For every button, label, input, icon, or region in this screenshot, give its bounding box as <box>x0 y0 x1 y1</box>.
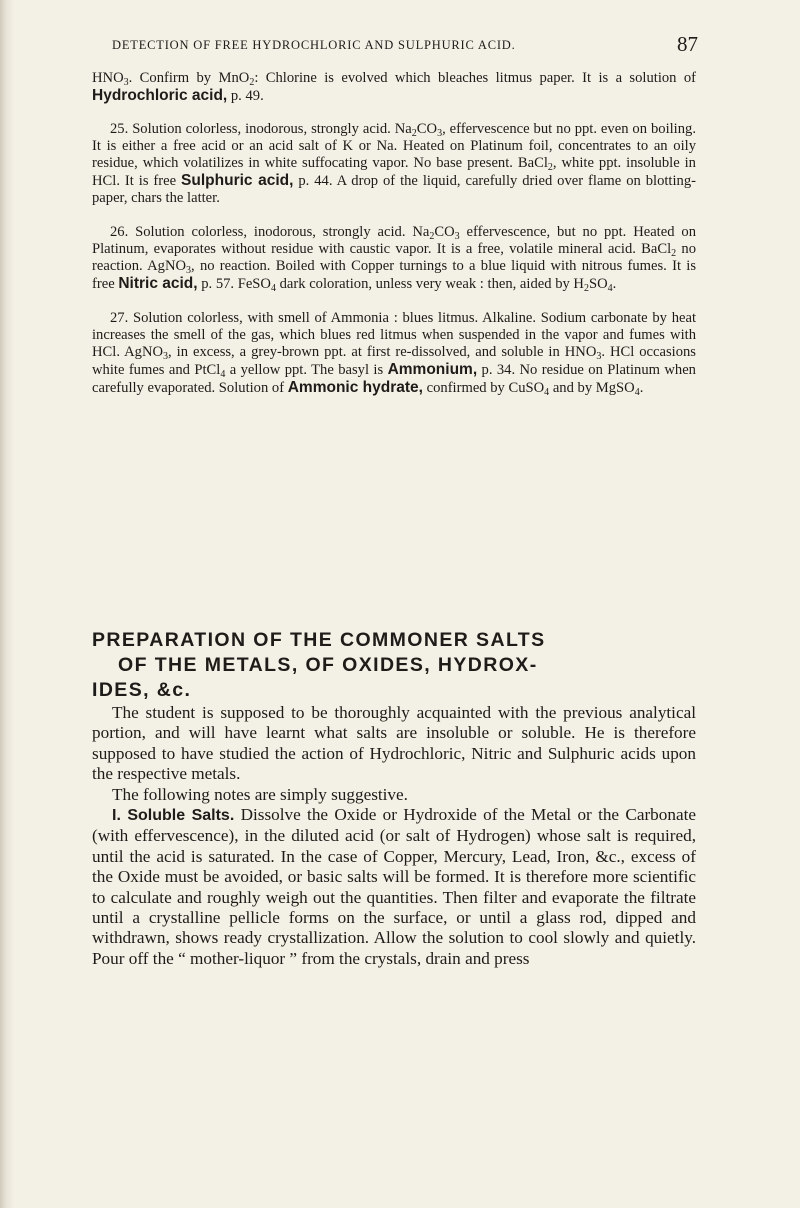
substance-name: Hydrochloric acid, <box>92 87 228 104</box>
paragraph-27: 27. Solution colorless, with smell of Ammonia : blues litmus. Alkaline. Sodium carbonate by heat increases the smell of the gas, which blues red litmus when suspended in the vapor and fumes with HCl. AgNO$_3$, in excess, a grey-brown ppt. at first re-dissolved, and soluble in $HNO_3$. HCl occasions white fumes and PtCl$_4$ a yellow ppt. The basyl is Ammonium, p. 34. No residue on Platinum when carefully evaporated. Solution of Ammonic hydrate, confirmed by CuSO$_4$ and by MgSO$_4$. <box>92 310 696 398</box>
paragraph-hno3-confirm: $HNO_3$. Confirm by MnO$_2$: Chlorine is evolved which bleaches litmus paper. It is a solution of Hydrochloric acid, p. 49. <box>92 70 697 104</box>
section-heading-line-1: PREPARATION OF THE COMMONER SALTS <box>92 629 546 651</box>
running-head-title: DETECTION OF FREE HYDROCHLORIC AND SULPHURIC ACID. <box>112 38 516 52</box>
test-results-section <box>92 70 696 414</box>
body-paragraph-soluble-salts: I. Soluble Salts. Dissolve the Oxide or Hydroxide of the Metal or the Carbonate (with effervescence), in the diluted acid (or salt of Hydrogen) whose salt is required, until the acid is saturated. In the case of Copper, Mercury, Lead, Iron, &c., excess of the Oxide must be avoided, or basic salts will be formed. It is therefore more scientific to calculate and roughly weigh out the quantities. Then filter and evaporate the filtrate until a crystalline pellicle forms on the surface, or until a glass rod, dipped and withdrawn, shows ready crystallization. Allow the solution to cool slowly and quietly. Pour off the “ mother-liquor ” from the crystals, drain and press <box>92 805 696 968</box>
paragraph-26: 26. Solution colorless, inodorous, strongly acid. $Na_2CO_3$ effervescence, but no ppt. Heated on Platinum, evaporates without residue with caustic vapor. It is a free, volatile mineral acid. BaCl$_2$ no reaction. AgNO$_3$, no reaction. Boiled with Copper turnings to a blue liquid with nitrous fumes. It is free Nitric acid, p. 57. FeSO$_4$ dark coloration, unless very weak : then, aided by $H_2SO_4$. <box>92 224 696 294</box>
substance-name: Ammonic hydrate, <box>287 379 423 396</box>
running-head <box>112 32 698 54</box>
section-heading-line-3: IDES, &c. <box>92 679 192 701</box>
page-binding-edge <box>0 0 14 1208</box>
substance-name: Ammonium, <box>387 361 478 378</box>
preparation-section-body <box>92 703 696 969</box>
substance-name: Sulphuric acid, <box>181 172 294 189</box>
page-number: 87 <box>677 32 698 56</box>
section-heading-line-2: OF THE METALS, OF OXIDES, HYDROX- <box>118 654 538 676</box>
subsection-label: I. Soluble Salts. <box>112 807 235 825</box>
substance-name: Nitric acid, <box>118 275 198 292</box>
body-paragraph-notes: The following notes are simply suggestive. <box>112 784 408 804</box>
section-heading <box>92 628 696 703</box>
body-paragraph-intro: The student is supposed to be thoroughly acquainted with the previous analytical portion, and will have learnt what salts are insoluble or soluble. He is therefore supposed to have studied the action of Hydrochloric, Nitric and Sulphuric acids upon the respective metals. <box>92 703 696 784</box>
paragraph-25: 25. Solution colorless, inodorous, strongly acid. $Na_2CO_3$, effervescence but no ppt. even on boiling. It is either a free acid or an acid salt of K or Na. Heated on Platinum foil, concentrates to an oily residue, which volatilizes in white suffocating vapor. No base present. BaCl$_2$, white ppt. insoluble in HCl. It is free Sulphuric acid, p. 44. A drop of the liquid, carefully dried over flame on blotting-paper, chars the latter. <box>92 121 696 206</box>
